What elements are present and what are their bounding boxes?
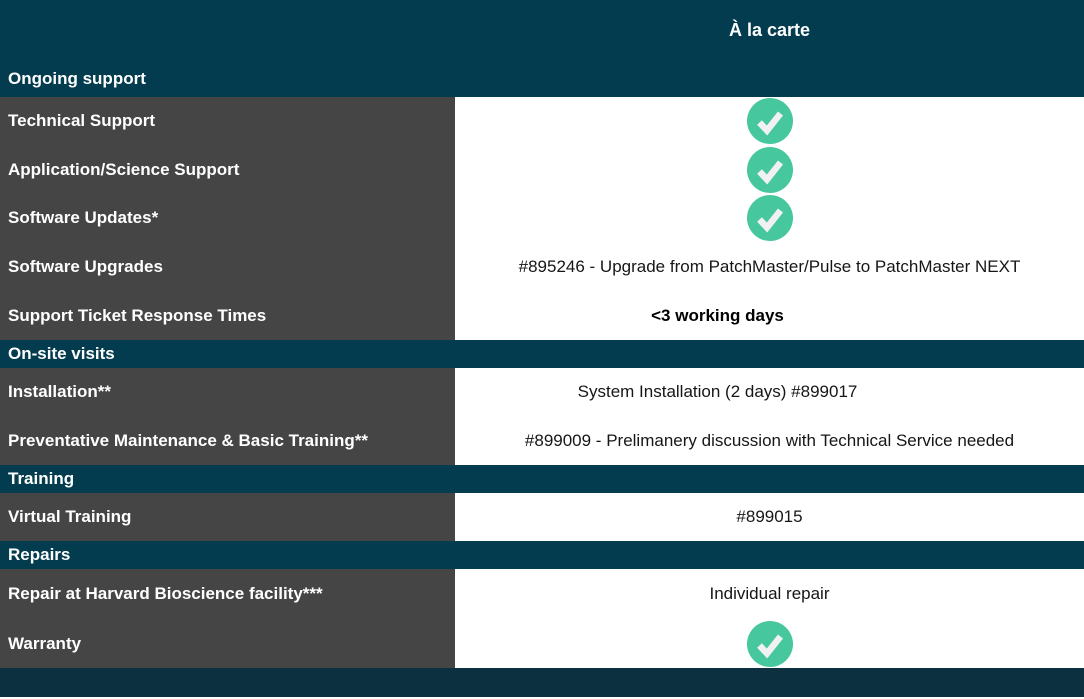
row-label: Installation** [0,368,455,417]
check-icon [747,98,793,144]
check-icon [747,195,793,241]
table-row-technical-support [0,97,1084,146]
section-header-repairs: Repairs [0,541,1084,569]
row-value-text: #899015 [736,506,803,526]
row-label: Software Upgrades [0,243,455,292]
table-header-row [0,0,1084,60]
section-header-training: Training [0,465,1084,493]
header-empty-cell [0,0,455,60]
table-footer-bar [0,668,1084,697]
row-value-text: <3 working days [651,305,784,325]
row-value [455,194,1084,243]
column-header-a-la-carte: À la carte [455,0,1084,60]
row-label: Virtual Training [0,493,455,541]
row-value [455,493,1084,541]
row-label: Technical Support [0,97,455,146]
row-value [455,368,1084,417]
row-label: Warranty [0,620,455,668]
table-row-support-ticket-response-times [0,291,1084,340]
row-value [455,569,1084,620]
table-row-preventative-maintenance [0,417,1084,465]
table-row-software-updates [0,194,1084,243]
row-label: Support Ticket Response Times [0,291,455,340]
row-label: Application/Science Support [0,146,455,195]
table-row-virtual-training [0,493,1084,541]
table-row-warranty [0,620,1084,668]
row-value-text: #895246 - Upgrade from PatchMaster/Pulse to PatchMaster NEXT [518,257,1021,277]
section-header-on-site-visits: On-site visits [0,340,1084,368]
table-row-application-science-support [0,146,1084,195]
check-icon [747,621,793,667]
section-header-ongoing-support: Ongoing support [0,60,1084,97]
table-row-software-upgrades [0,243,1084,292]
row-label: Preventative Maintenance & Basic Training** [0,417,455,465]
row-label: Software Updates* [0,194,455,243]
row-value [455,291,1084,340]
check-icon [747,147,793,193]
row-value [455,417,1084,465]
row-value [455,97,1084,146]
table-row-repair-at-facility [0,569,1084,620]
row-value-text: #899009 - Prelimanery discussion with Technical Service needed [524,430,1015,450]
row-value [455,243,1084,292]
row-value [455,620,1084,668]
row-value-text: System Installation (2 days) #899017 [577,382,858,402]
table-row-installation [0,368,1084,417]
row-value [455,146,1084,195]
row-value-text: Individual repair [709,584,830,604]
row-label: Repair at Harvard Bioscience facility*** [0,569,455,620]
